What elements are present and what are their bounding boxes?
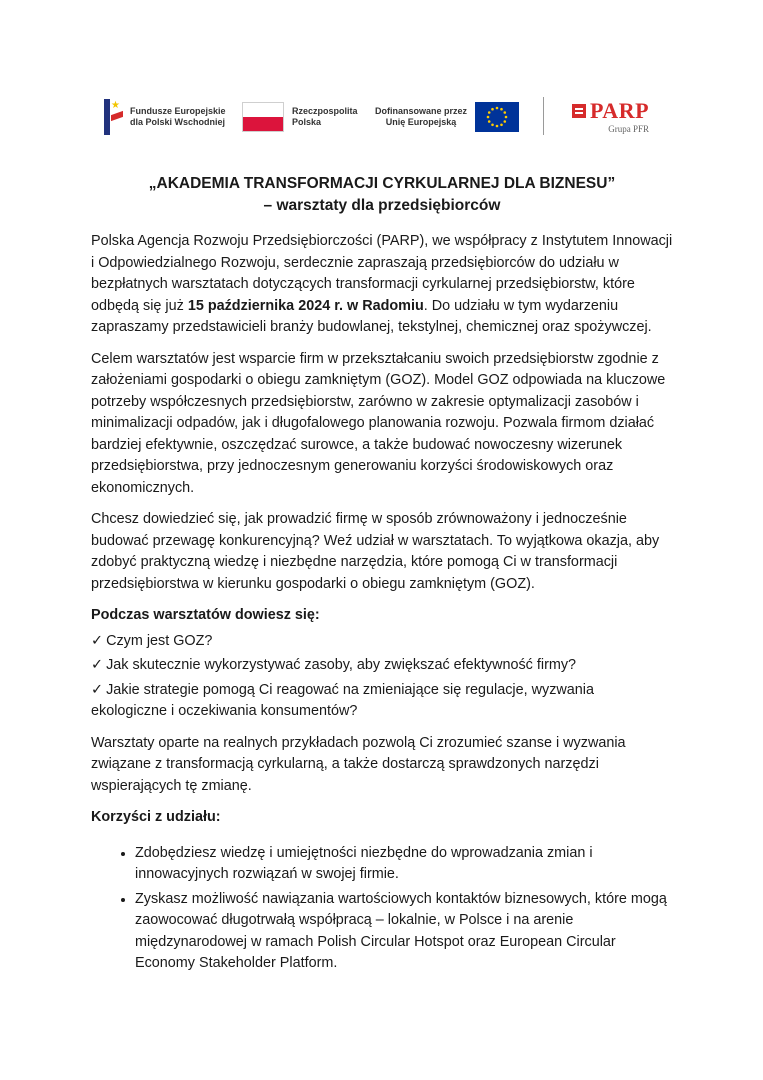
learn-item: ✓ Jakie strategie pomogą Ci reagować na zmieniające się regulacje, wyzwania ekologiczne i oczekiwania konsumentów?: [91, 681, 594, 719]
republic-of-poland-logo: [242, 95, 358, 139]
invitation-paragraph: Chcesz dowiedzieć się, jak prowadzić firmę w sposób zrównoważony i jednocześnie budować przewagę konkurencyjną? Weź udział w warsztatach. To wyjątkowa okazja, aby zdobyć praktyczną wiedzę i niezbędne narzędzia, które pomogą Ci w transformacji przedsiębiorstwa w kierunku gospodarki o obiegu zamkniętym (GOZ).: [91, 511, 660, 592]
eu-star-icon: [500, 123, 503, 126]
eu-star-icon: [504, 120, 507, 123]
eu-flag-icon: [475, 102, 519, 132]
benefits-list: [91, 843, 673, 975]
learn-item: ✓ Czym jest GOZ?: [91, 632, 213, 649]
document-subtitle: – warsztaty dla przedsiębiorców: [263, 197, 501, 214]
document-body: [91, 173, 673, 978]
eu-star-icon: [491, 108, 494, 111]
parp-logo: [572, 95, 649, 139]
eu-star-icon: [487, 116, 490, 119]
check-icon: ✓: [91, 632, 104, 649]
summary-paragraph: Warsztaty oparte na realnych przykładach pozwolą Ci zrozumieć szanse i wyzwania związane z transformacją cyrkularną, a także dostarczą sprawdzonych narzędzi wspierających tę zmianę.: [91, 734, 626, 794]
eu-star-icon: [505, 116, 508, 119]
check-icon: ✓: [91, 657, 104, 673]
event-date-location: 15 października 2024 r. w Radomiu: [187, 297, 424, 314]
eu-star-icon: [496, 107, 499, 110]
eu-star-icon: [491, 123, 494, 126]
learn-item: ✓ Jak skutecznie wykorzystywać zasoby, aby zwiększać efektywność firmy?: [91, 657, 577, 673]
eu-star-icon: [488, 120, 491, 123]
logo-bar: [104, 95, 660, 139]
european-funds-icon: ★: [104, 99, 124, 135]
benefit-item: • Zdobędziesz wiedzę i umiejętności niezbędne do wprowadzania zmian i innowacyjnych rozwiązań w swojej firmie.: [135, 843, 673, 886]
learn-list: [91, 631, 673, 723]
european-funds-line2: dla Polski Wschodniej: [130, 117, 226, 127]
european-funds-line1: Fundusze Europejskie: [130, 106, 226, 116]
eu-cofunded-logo: [375, 95, 519, 139]
goal-paragraph: Celem warsztatów jest wsparcie firm w przekształcaniu swoich przedsiębiorstw zgodnie z założeniami gospodarki o obiegu zamkniętym (GOZ). Model GOZ odpowiada na kluczowe potrzeby współczesnych przedsiębiorstw, zarówno w zakresie optymalizacji zasobów i minimalizacji odpadów, jak i długofalowego planowania rozwoju. Pozwala firmom działać bardziej efektywnie, oszczędzać surowce, a także budować nowoczesny wizerunek przedsiębiorstwa, przy jednoczesnym generowaniu korzyści środowiskowych oraz ekonomicznych.: [91, 350, 666, 496]
republic-line2: Polska: [292, 117, 322, 127]
benefit-item: • Zyskasz możliwość nawiązania wartościowych kontaktów biznesowych, które mogą zaowocować długotrwałą współpracą – lokalnie, w Polsce i na arenie międzynarodowej w ramach Polish Circular Hotspot oraz European Circular Economy Stakeholder Platform.: [135, 889, 673, 975]
eu-star-icon: [496, 125, 499, 128]
document-title: „AKADEMIA TRANSFORMACJI CYRKULARNEJ DLA BIZNESU”: [148, 175, 616, 192]
parp-name: PARP: [590, 98, 650, 123]
benefits-heading: Korzyści z udziału:: [91, 809, 221, 825]
european-funds-logo: [104, 95, 226, 139]
parp-subtitle: Grupa PFR: [608, 124, 650, 134]
eu-line1: Dofinansowane przez: [375, 106, 468, 116]
republic-line1: Rzeczpospolita: [292, 106, 358, 116]
polish-flag-icon: [242, 102, 284, 132]
eu-star-icon: [504, 111, 507, 114]
eu-line2: Unię Europejską: [385, 117, 457, 127]
eu-star-icon: [500, 108, 503, 111]
intro-paragraph: Polska Agencja Rozwoju Przedsiębiorczości (PARP), we współpracy z Instytutem Innowacji i Odpowiedzialnego Rozwoju, serdecznie zapraszają przedsiębiorców do udziału w bezpłatnych warsztatach dotyczących transformacji cyrkularnej przedsiębiorstw, które odbędą się już 15 października 2024 r. w Radomiu. Do udziału w tym wydarzeniu zapraszamy przedstawicieli branży budowlanej, tekstylnej, chemicznej oraz spożywczej.: [91, 233, 673, 335]
learn-heading: Podczas warsztatów dowiesz się:: [91, 607, 320, 623]
logo-divider: [543, 97, 544, 135]
check-icon: ✓: [91, 681, 104, 698]
eu-star-icon: [488, 111, 491, 114]
parp-mark-icon: [572, 104, 586, 118]
